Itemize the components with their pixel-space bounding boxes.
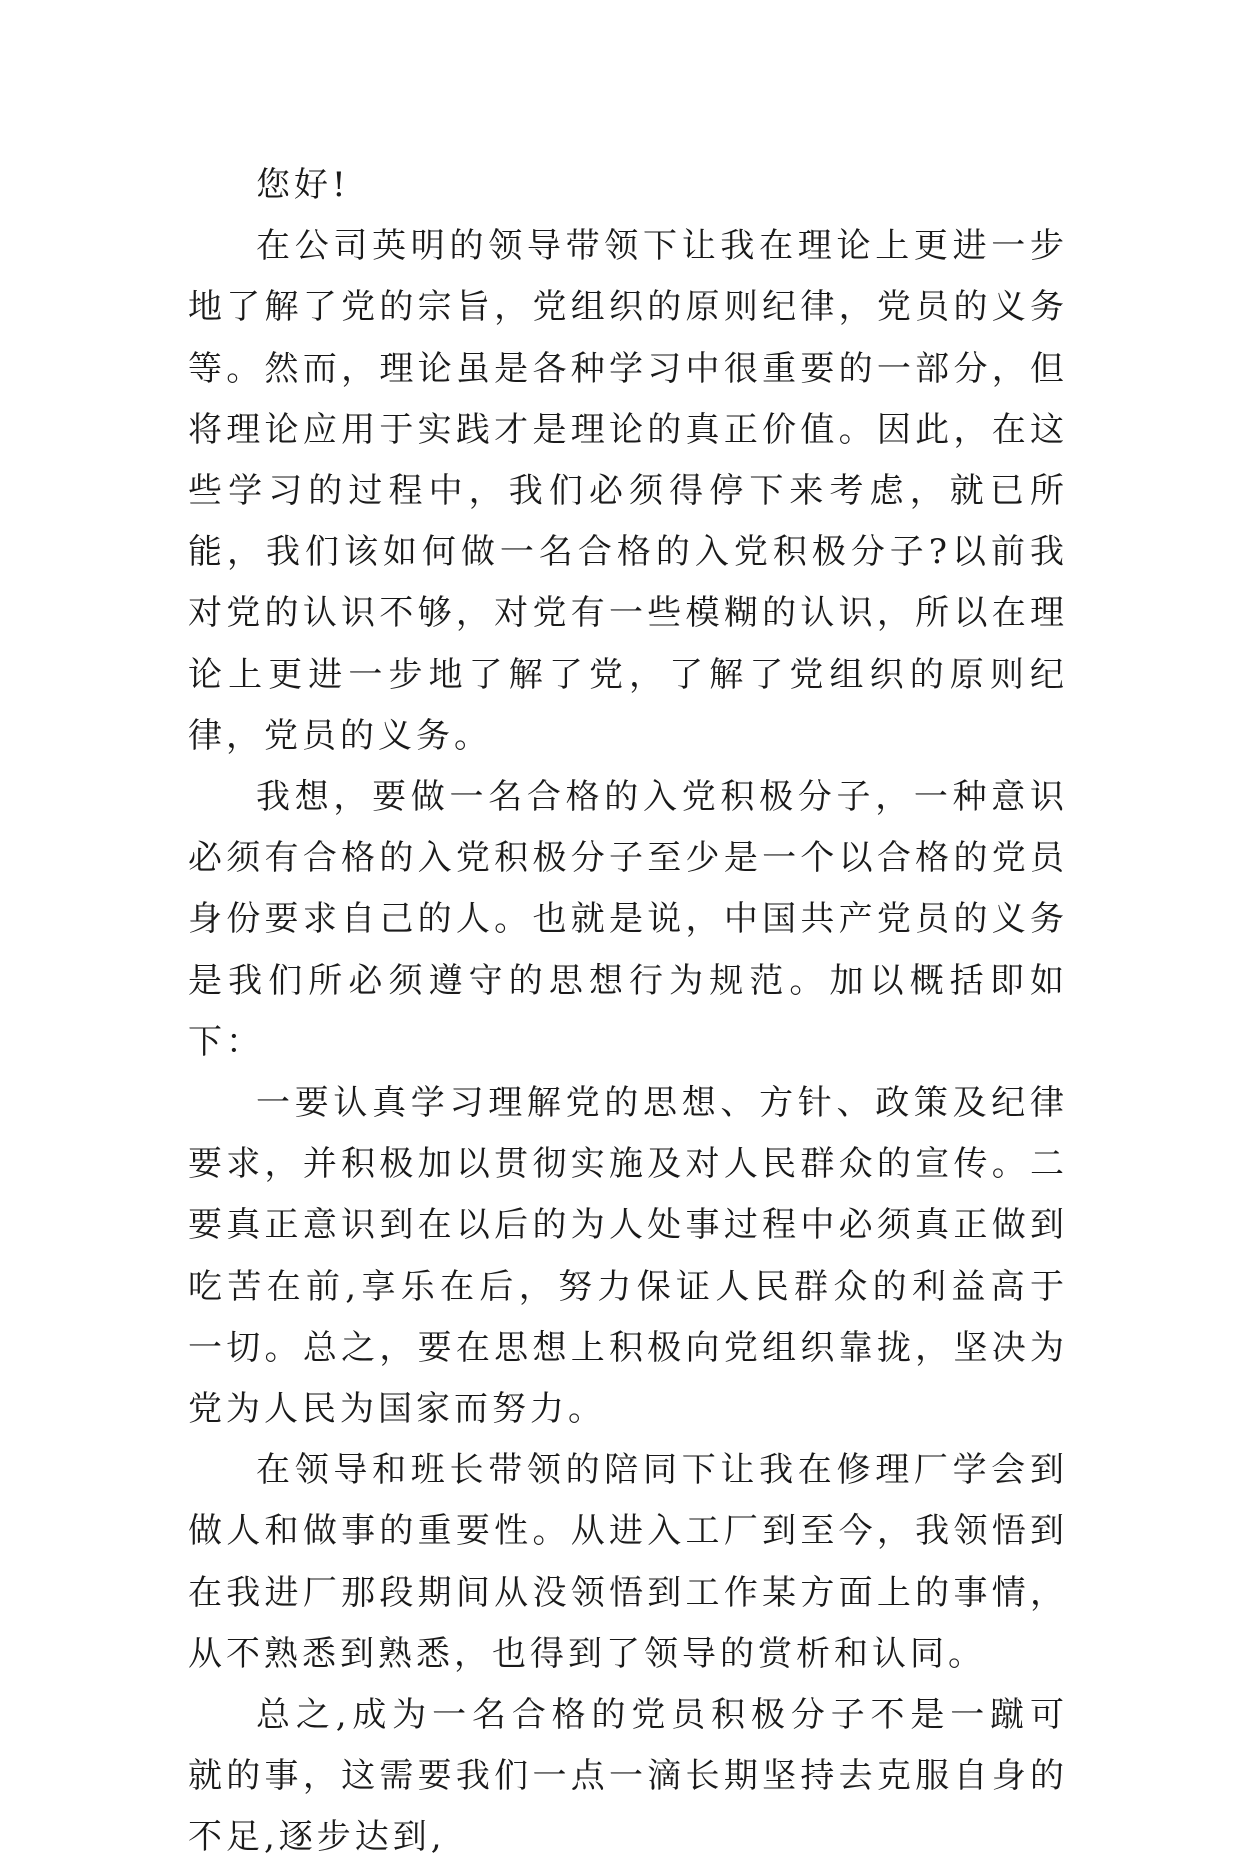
paragraph-5: 总之,成为一名合格的党员积极分子不是一蹴可就的事，这需要我们一点一滴长期坚持去克服自身的不足,逐步达到, xyxy=(188,1695,1068,1858)
letter-body xyxy=(188,155,1068,1869)
greeting: 您好! xyxy=(256,165,350,205)
paragraph-2: 我想，要做一名合格的入党积极分子，一种意识必须有合格的入党积极分子至少是一个以合格的党员身份要求自己的人。也就是说，中国共产党员的义务是我们所必须遵守的思想行为规范。加以概括即如下： xyxy=(188,777,1068,1062)
paragraph-3: 一要认真学习理解党的思想、方针、政策及纪律要求，并积极加以贯彻实施及对人民群众的宣传。二要真正意识到在以后的为人处事过程中必须真正做到吃苦在前,享乐在后，努力保证人民群众的利益高于一切。总之，要在思想上积极向党组织靠拢，坚决为党为人民为国家而努力。 xyxy=(188,1083,1068,1430)
paragraph-1: 在公司英明的领导带领下让我在理论上更进一步地了解了党的宗旨，党组织的原则纪律，党员的义务等。然而，理论虽是各种学习中很重要的一部分，但将理论应用于实践才是理论的真正价值。因此，在这些学习的过程中，我们必须得停下来考虑，就已所能，我们该如何做一名合格的入党积极分子?以前我对党的认识不够，对党有一些模糊的认识，所以在理论上更进一步地了解了党，了解了党组织的原则纪律，党员的义务。 xyxy=(188,226,1068,756)
paragraph-4: 在领导和班长带领的陪同下让我在修理厂学会到做人和做事的重要性。从进入工厂到至今，我领悟到在我进厂那段期间从没领悟到工作某方面上的事情，从不熟悉到熟悉，也得到了领导的赏析和认同。 xyxy=(188,1450,1068,1674)
